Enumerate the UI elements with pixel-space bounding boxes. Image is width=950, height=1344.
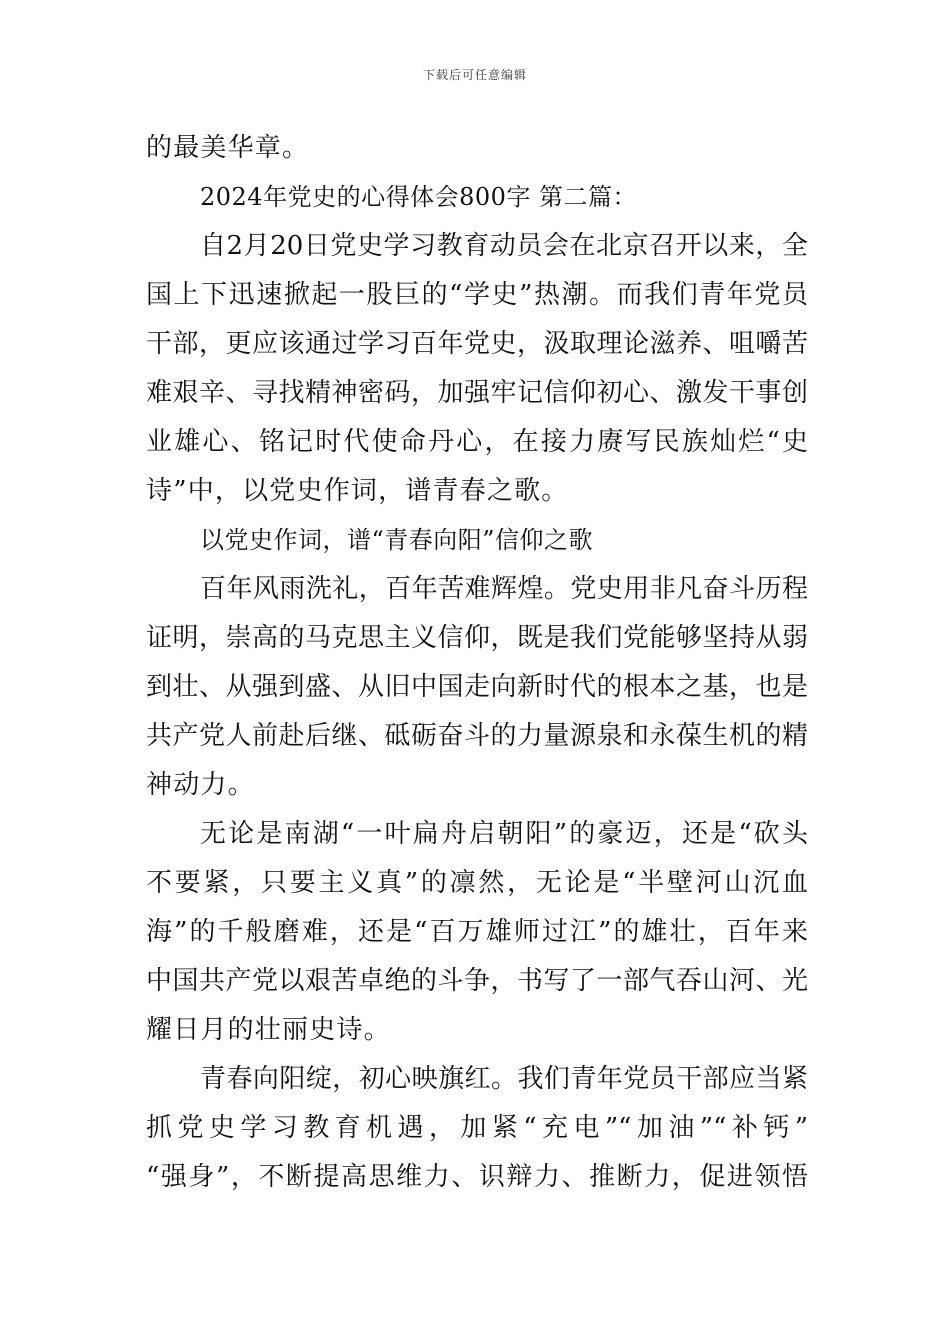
paragraph-line: 抓党史学习教育机遇，加紧“充电”“加油”“补钙” [146, 1113, 808, 1143]
paragraph-line: 证明，崇高的马克思主义信仰，既是我们党能够坚持从弱 [146, 623, 808, 653]
paragraph-line: 海”的千般磨难，还是“百万雄师过江”的雄壮，百年来 [146, 917, 808, 947]
page-header: 下载后可任意编辑 [422, 68, 527, 82]
paragraph-line: 中国共产党以艰苦卓绝的斗争，书写了一部气吞山河、光 [146, 966, 808, 996]
paragraph-line: 百年风雨洗礼，百年苦难辉煌。党史用非凡奋斗历程 [200, 574, 808, 604]
paragraph-line: 自2月20日党史学习教育动员会在北京召开以来，全 [200, 231, 808, 261]
paragraph-line: 耀日月的壮丽史诗。 [146, 1015, 391, 1045]
paragraph-line: 干部，更应该通过学习百年党史，汲取理论滋养、咀嚼苦 [146, 329, 808, 359]
section-heading-line: 2024年党史的心得体会800字 第二篇： [200, 183, 638, 211]
paragraph-line: 神动力。 [146, 770, 255, 800]
paragraph-line: 的最美华章。 [146, 133, 310, 163]
paragraph-line: 到壮、从强到盛、从旧中国走向新时代的根本之基，也是 [146, 672, 808, 702]
paragraph-line: 不要紧，只要主义真”的凛然，无论是“半壁河山沉血 [146, 868, 808, 898]
paragraph-line: 难艰辛、寻找精神密码，加强牢记信仰初心、激发干事创 [146, 378, 808, 408]
paragraph-line: 无论是南湖“一叶扁舟启朝阳”的豪迈，还是“砍头 [200, 819, 808, 849]
paragraph-line: 业雄心、铭记时代使命丹心，在接力赓写民族灿烂“史 [146, 427, 808, 457]
paragraph-line: “强身”，不断提高思维力、识辩力、推断力，促进领悟 [146, 1162, 808, 1192]
section-heading-line: 以党史作词，谱“青春向阳”信仰之歌 [200, 526, 594, 554]
paragraph-line: 青春向阳绽，初心映旗红。我们青年党员干部应当紧 [200, 1064, 808, 1094]
paragraph-line: 国上下迅速掀起一股巨的“学史”热潮。而我们青年党员 [146, 280, 808, 310]
paragraph-line: 诗”中，以党史作词，谱青春之歌。 [146, 476, 569, 506]
document-body [146, 124, 808, 1202]
paragraph-line: 共产党人前赴后继、砥砺奋斗的力量源泉和永葆生机的精 [146, 721, 808, 751]
